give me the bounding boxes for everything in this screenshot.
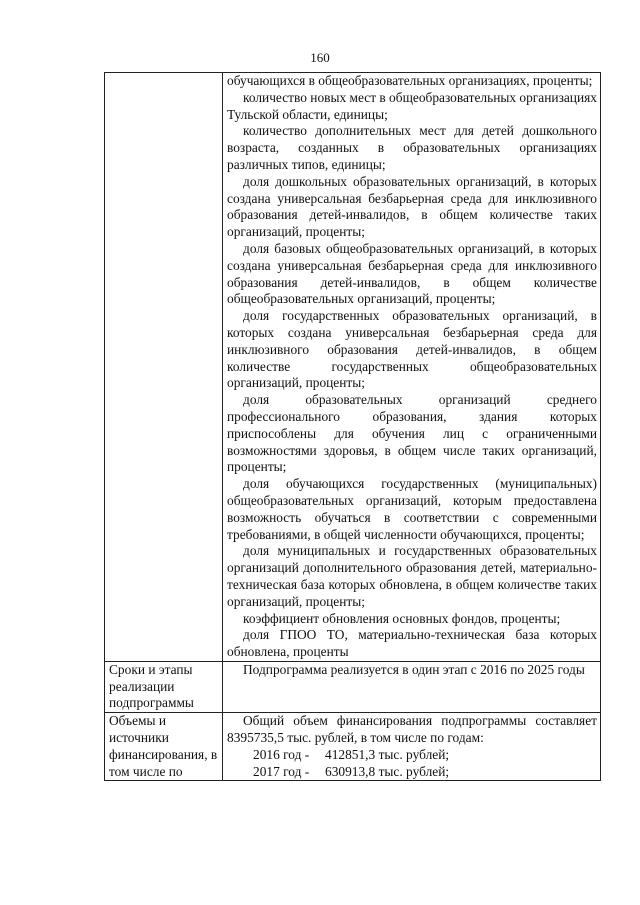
indicator-item: доля обучающихся государственных (муниципальных) общеобразовательных организаций, которым предоставлена возможность обучаться в соответствии с современными требованиями, в общей численности обучающихся, проценты; — [227, 476, 597, 542]
stages-content — [223, 661, 601, 712]
indicator-item: количество новых мест в общеобразовательных организациях Тульской области, единицы; — [227, 89, 597, 122]
passport-table — [104, 72, 601, 781]
indicators-label — [105, 73, 223, 662]
indicator-item: доля муниципальных и государственных образовательных организаций дополнительного образования детей, материально-техническая база которых обновлена, в общем количестве таких организаций, проценты; — [227, 543, 597, 609]
financing-year: 2016 год - — [253, 746, 310, 762]
financing-content — [223, 713, 601, 781]
financing-amount: 412851,3 тыс. рублей; — [325, 746, 450, 762]
indicators-content — [223, 73, 601, 662]
financing-row — [105, 713, 601, 781]
indicator-item: доля государственных образовательных организаций, в которых создана универсальная безбарьерная среда для инклюзивного образования детей-инвалидов, в общем количестве государственных общеобразовательных организаций, проценты; — [227, 308, 597, 391]
financing-label: Объемы и источники финансирования, в том числе по — [105, 713, 223, 781]
financing-year-row — [227, 747, 597, 764]
stages-label: Сроки и этапы реализации подпрограммы — [105, 661, 223, 712]
page-number: 160 — [310, 50, 330, 65]
indicator-item: коэффициент обновления основных фондов, проценты; — [243, 610, 561, 626]
financing-year: 2017 год - — [253, 763, 310, 779]
stages-text: Подпрограмма реализуется в один этап с 2016 по 2025 годы — [243, 661, 585, 677]
indicator-item: количество дополнительных мест для детей дошкольного возраста, созданных в образовательных организациях различных типов, единицы; — [227, 123, 597, 172]
indicator-item: доля дошкольных образовательных организаций, в которых создана универсальная безбарьерная среда для инклюзивного образования детей-инвалидов, в общем количестве таких организаций, проценты; — [227, 173, 597, 240]
financing-intro: Общий объем финансирования подпрограммы составляет 8395735,5 тыс. рублей, в том числе по годам: — [227, 713, 597, 746]
indicator-item: доля образовательных организаций среднего профессионального образования, здания которых приспособлены для обучения лиц с ограниченными возможностями здоровья, в общем числе таких организаций, проценты; — [227, 392, 597, 475]
stages-row — [105, 661, 601, 712]
financing-year-row — [227, 764, 597, 781]
indicator-item: обучающихся в общеобразовательных организациях, проценты; — [227, 73, 593, 88]
indicators-row — [105, 73, 601, 662]
financing-amount: 630913,8 тыс. рублей; — [325, 763, 450, 779]
indicator-item: доля базовых общеобразовательных организаций, в которых создана универсальная безбарьерная среда для инклюзивного образования детей-инвалидов, в общем количестве общеобразовательных организаций, проценты; — [227, 240, 597, 307]
indicator-item: доля ГПОО ТО, материально-техническая база которых обновлена, проценты — [227, 627, 597, 660]
